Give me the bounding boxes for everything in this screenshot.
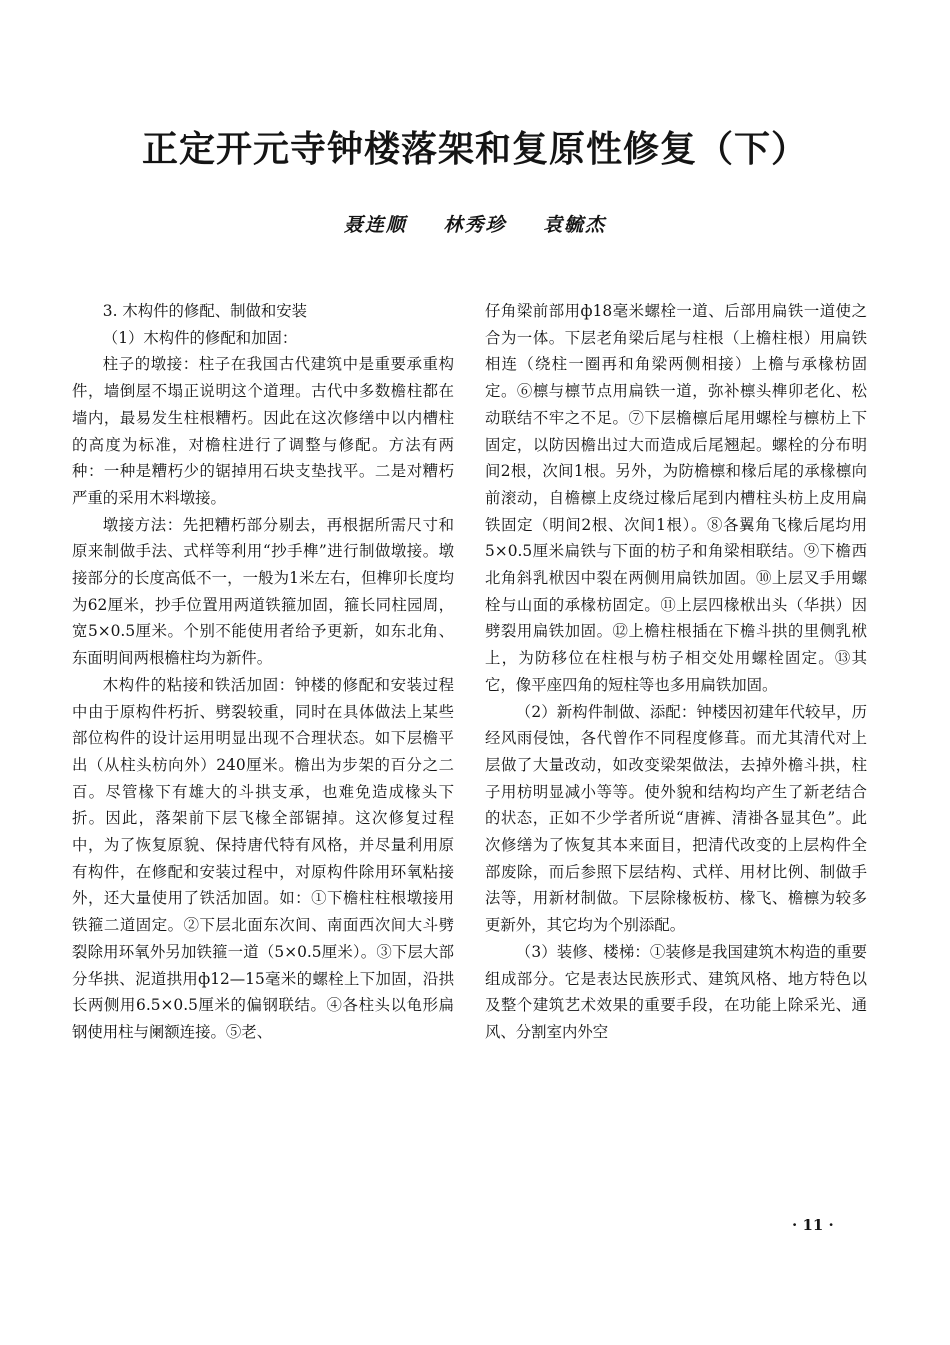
left-column bbox=[72, 298, 454, 1046]
author-name: 聂连顺 bbox=[343, 214, 407, 236]
body-paragraph: 木构件的粘接和铁活加固：钟楼的修配和安装过程中由于原构件朽折、劈裂较重，同时在具体做法上某些部位构件的设计运用明显出现不合理状态。如下层檐平出（从柱头枋向外）240厘米。檐出为步架的百分之二百。尽管椽下有雄大的斗拱支承，也难免造成椽头下折。因此，落架前下层飞椽全部锯掉。这次修复过程中，为了恢复原貌、保持唐代特有风格，并尽量利用原有构件，在修配和安装过程中，对原构件除用环氧粘接外，还大量使用了铁活加固。如：①下檐柱柱根墩接用铁箍二道固定。②下层北面东次间、南面西次间大斗劈裂除用环氧外另加铁箍一道（5×0.5厘米）。③下层大部分华拱、泥道拱用ф12—15毫米的螺栓上下加固，沿拱长两侧用6.5×0.5厘米的偏钢联结。④各柱头以龟形扁钢使用柱与阑额连接。⑤老、 bbox=[72, 675, 454, 1041]
body-paragraph-continued: 仔角梁前部用ф18毫米螺栓一道、后部用扁铁一道使之合为一体。下层老角梁后尾与柱根（上檐柱根）用扁铁相连（绕柱一圈再和角梁两侧相接）上檐与承椽枋固定。⑥檩与檩节点用扁铁一道，弥补檩头榫卯老化、松动联结不牢之不足。⑦下层檐檩后尾用螺栓与檩枋上下固定，以防因檐出过大而造成后尾翘起。螺栓的分布明间2根，次间1根。另外，为防檐檩和椽后尾的承椽檩向前滚动，自檐檩上皮绕过椽后尾到内槽柱头枋上皮用扁铁固定（明间2根、次间1根）。⑧各翼角飞椽后尾均用5×0.5厘米扁铁与下面的枋子和角梁相联结。⑨下檐西北角斜乳栿因中裂在两侧用扁铁加固。⑩上层叉手用螺栓与山面的承椽枋固定。⑪上层四椽栿出头（华拱）因劈裂用扁铁加固。⑫上檐柱根插在下檐斗拱的里侧乳栿上，为防移位在柱根与枋子相交处用螺栓固定。⑬其它，像平座四角的短柱等也多用扁铁加固。 bbox=[485, 302, 867, 694]
right-column bbox=[485, 298, 867, 1046]
page-number: · 11 · bbox=[792, 1216, 834, 1234]
body-paragraph: （2）新构件制做、添配：钟楼因初建年代较早，历经风雨侵蚀，各代曾作不同程度修葺。而尤其清代对上层做了大量改动，如改变梁架做法，去掉外檐斗拱，柱子用枋明显减小等等。使外貌和结构均产生了新老结合的状态，正如不少学者所说“唐裤、清褂各显其色”。此次修缮为了恢复其本来面目，把清代改变的上层构件全部废除，而后参照下层结构、式样、用材比例、制做手法等，用新材制做。下层除椽板枋、椽飞、檐檩为较多更新外，其它均为个别添配。 bbox=[485, 702, 867, 935]
author-name: 林秀珍 bbox=[443, 214, 507, 236]
article-title: 正定开元寺钟楼落架和复原性修复（下） bbox=[141, 129, 808, 170]
body-paragraph: （3）装修、楼梯：①装修是我国建筑木构造的重要组成部分。它是表达民族形式、建筑风格、地方特色以及整个建筑艺术效果的重要手段，在功能上除采光、通风、分割室内外空 bbox=[485, 942, 867, 1041]
body-paragraph: 墩接方法：先把糟朽部分剔去，再根据所需尺寸和原来制做手法、式样等利用“抄手榫”进行制做墩接。墩接部分的长度高低不一，一般为1米左右，但榫卯长度均为62厘米，抄手位置用两道铁箍加固，箍长同柱园周，宽5×0.5厘米。个别不能使用者给予更新，如东北角、东面明间两根檐柱均为新件。 bbox=[72, 515, 454, 668]
author-name: 袁毓杰 bbox=[543, 214, 607, 236]
subsection-heading: （1）木构件的修配和加固： bbox=[102, 328, 298, 347]
body-paragraph: 柱子的墩接：柱子在我国古代建筑中是重要承重构件，墙倒屋不塌正说明这个道理。古代中多数檐柱都在墙内，最易发生柱根糟朽。因此在这次修缮中以内槽柱的高度为标准，对檐柱进行了调整与修配。方法有两种：一种是糟朽少的锯掉用石块支垫找平。二是对糟朽严重的采用木料墩接。 bbox=[72, 355, 454, 507]
section-heading: 3. 木构件的修配、制做和安装 bbox=[102, 302, 308, 320]
author-line bbox=[0, 210, 950, 237]
